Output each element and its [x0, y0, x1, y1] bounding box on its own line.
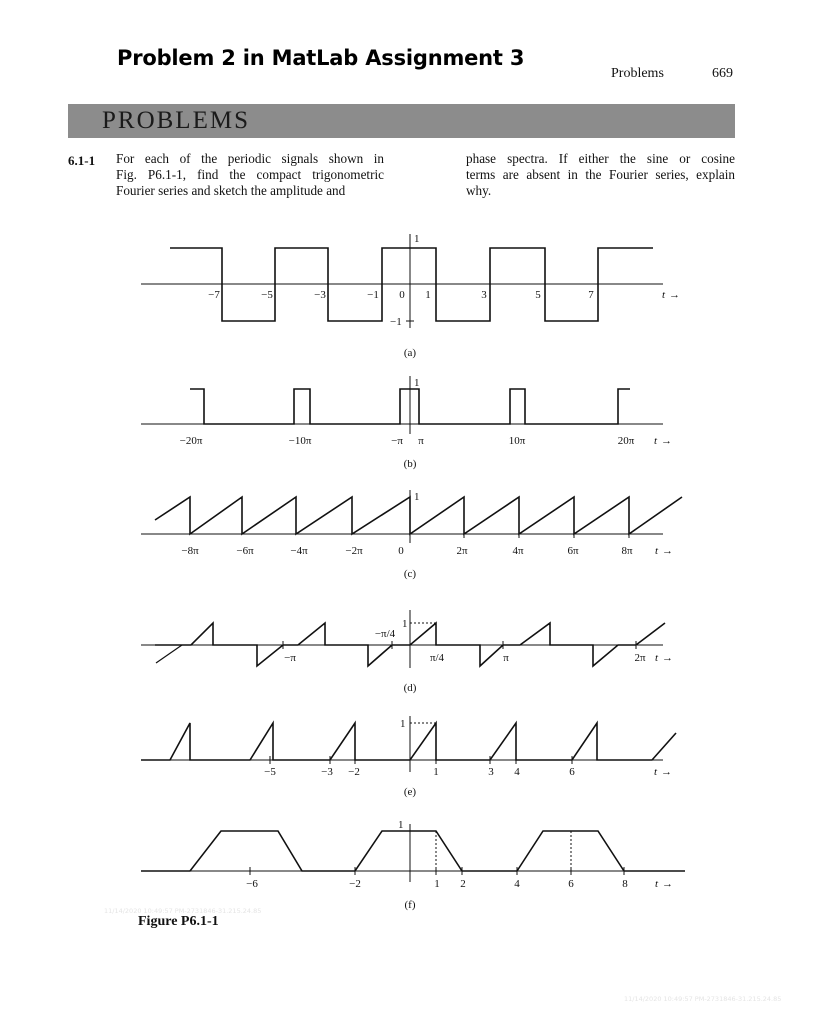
f-t-arrow: →	[662, 878, 673, 890]
d-tick: π/4	[429, 652, 445, 664]
b-tick: −20π	[179, 435, 203, 447]
e-waveform	[141, 723, 676, 760]
b-t-arrow: →	[661, 435, 672, 447]
b-tick: 20π	[617, 435, 635, 447]
running-head-label: Problems	[611, 66, 664, 81]
f-tick: 8	[622, 878, 628, 890]
problem-text-line: why.	[466, 183, 492, 198]
d-tick: −π	[284, 652, 296, 664]
f-panel-label: (f)	[404, 899, 416, 911]
d-level-label: 1	[402, 618, 408, 630]
a-tick: −7	[208, 289, 220, 301]
overlay-title: Problem 2 in MatLab Assignment 3	[117, 46, 525, 70]
a-t-label: t	[662, 289, 666, 301]
a-t-arrow: →	[669, 289, 680, 301]
a-tick: 1	[425, 289, 431, 301]
e-panel-label: (e)	[403, 786, 417, 798]
c-tick: −4π	[290, 545, 308, 557]
b-t-label: t	[654, 435, 658, 447]
figure-caption: Figure P6.1-1	[138, 914, 219, 929]
section-banner-title: PROBLEMS	[102, 107, 250, 134]
e-tick: 3	[488, 766, 494, 778]
problem-text-line: phase spectra. If either the sine or cosine	[466, 151, 735, 166]
problem-number: 6.1-1	[68, 153, 96, 168]
e-tick: 6	[569, 766, 575, 778]
c-panel-label: (c)	[403, 568, 417, 580]
d-tick: −π/4	[374, 628, 396, 640]
c-tick: 2π	[456, 545, 468, 557]
a-tick: 5	[535, 289, 541, 301]
e-t-label: t	[654, 766, 658, 778]
e-tick: −3	[321, 766, 333, 778]
e-t-arrow: →	[661, 766, 672, 778]
c-tick: 0	[398, 545, 404, 557]
b-tick: −10π	[288, 435, 312, 447]
problem-text-line: Fig. P6.1-1, find the compact trigonometric	[116, 167, 384, 182]
c-tick: −8π	[181, 545, 199, 557]
b-tick: 10π	[508, 435, 526, 447]
d-t-label: t	[655, 652, 659, 664]
f-tick: 4	[514, 878, 520, 890]
f-tick: −2	[349, 878, 361, 890]
f-tick: 1	[434, 878, 440, 890]
f-waveform	[141, 831, 685, 871]
watermark-stamp: 11/14/2020 10:49:57 PM-2731846-31.215.24.85	[104, 907, 262, 915]
e-tick: 4	[514, 766, 520, 778]
e-level-label: 1	[400, 718, 406, 730]
a-level-label: −1	[390, 316, 402, 328]
f-tick: 6	[568, 878, 574, 890]
c-tick: −2π	[345, 545, 363, 557]
d-tick: 2π	[634, 652, 646, 664]
a-tick: 7	[588, 289, 594, 301]
f-level-label: 1	[398, 819, 404, 831]
c-tick: 6π	[567, 545, 579, 557]
a-tick: −5	[261, 289, 273, 301]
c-t-arrow: →	[662, 545, 673, 557]
c-tick: 4π	[512, 545, 524, 557]
f-tick: 2	[460, 878, 466, 890]
f-tick: −6	[246, 878, 258, 890]
c-tick: 8π	[621, 545, 633, 557]
b-panel-label: (b)	[403, 458, 417, 470]
a-tick: −3	[314, 289, 326, 301]
watermark-stamp: 11/14/2020 10:49:57 PM-2731846-31.215.24.85	[624, 995, 782, 1003]
b-tick: −π	[391, 435, 403, 447]
c-tick: −6π	[236, 545, 254, 557]
d-tick: π	[503, 652, 509, 664]
d-ramp-ext	[156, 645, 182, 663]
e-tick: 1	[433, 766, 439, 778]
e-tick: −5	[264, 766, 276, 778]
c-t-label: t	[655, 545, 659, 557]
a-level-label: 1	[414, 233, 420, 245]
problem-text-line: For each of the periodic signals shown in	[116, 151, 384, 166]
e-tick: −2	[348, 766, 360, 778]
a-tick: −1	[367, 289, 379, 301]
f-t-label: t	[655, 878, 659, 890]
problem-text-line: terms are absent in the Fourier series, explain	[466, 167, 735, 182]
a-tick: 0	[399, 289, 405, 301]
b-tick: π	[418, 435, 424, 447]
problem-text-line: Fourier series and sketch the amplitude and	[116, 183, 346, 198]
a-tick: 3	[481, 289, 487, 301]
a-panel-label: (a)	[403, 347, 417, 359]
d-panel-label: (d)	[403, 682, 417, 694]
page-number: 669	[712, 66, 733, 81]
d-t-arrow: →	[662, 652, 673, 664]
b-level-label: 1	[414, 377, 420, 389]
c-level-label: 1	[414, 491, 420, 503]
